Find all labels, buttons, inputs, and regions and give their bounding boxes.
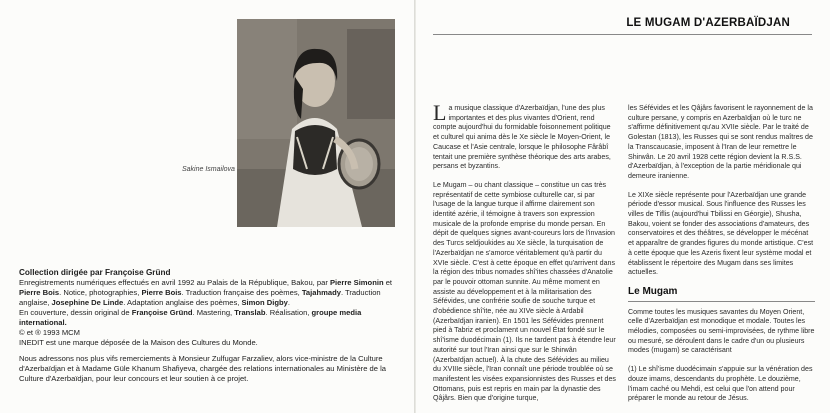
collection-heading: Collection dirigée par Françoise Gründ bbox=[19, 268, 171, 277]
trademark-line: INEDIT est une marque déposée de la Maison des Cultures du Monde. bbox=[19, 338, 258, 347]
nineteenth-century-paragraph: Le XIXe siècle représente pour l'Azerbaïdjan une grande période d'essor musical. Sous l'influence des Russes les villes de Tiflis (aujourd'hui Tbilissi en Géorgie), Shusha, Bakou, voient se fonder des associations d'amateurs, des conservatoires et des théâtres, se développer le mécénat et apparaître de grandes figures du monde artistique. C'est à cette époque que les Azeris fixent leur système modal et établissent le répertoire des Mugam dans ses limites actuelles. bbox=[628, 190, 814, 277]
photo-caption: Sakine Ismailova bbox=[182, 166, 235, 173]
cover-credits: En couverture, dessin original de Françoise Gründ. Mastering, Translab. Réalisation, groupe media international. bbox=[19, 308, 362, 327]
text-column-2 bbox=[628, 104, 815, 409]
credits-text: Enregistrements numériques effectués en avril 1992 au Palais de la République, Bakou, par Pierre Simonin et Pierre Bois. Notice, photographies, Pierre Bois. Traduction française des poèmes, Tajahmady. Traduction anglaise, Josephine De Linde. Adaptation anglaise des poèmes, Simon Digby. bbox=[19, 278, 393, 307]
history-paragraph: les Séfévides et les Qâjârs favorisent le rayonnement de la culture persane, y compris en Azerbaïdjan où le turc ne s'affirme définitivement qu'au XVIIe siècle. Par le traité de Golestan (1813), les Russes qui se sont rendus maîtres de la Transcaucasie, imposent à l'Iran de leur remettre le Shirwân. Le 20 avril 1928 cette région devient la R.S.S. d'Azerbaïdjan, à l'exception de la partie méridionale qui demeure iranienne. bbox=[628, 104, 813, 180]
text-column-1 bbox=[433, 104, 618, 409]
drop-cap: L bbox=[433, 104, 447, 125]
left-page bbox=[0, 0, 414, 413]
intro-paragraph: La musique classique d'Azerbaïdjan, l'une des plus importantes et des plus vivantes d'Orient, rend compte aujourd'hui du formidable foisonnement politique et culturel qui anima dès le Xe siècle le Moyen-Orient, le Caucase et l'Asie centrale, lorsque le philosophe Fârâbî tentait une première synthèse théorique des arts arabes, persans et byzantins. bbox=[433, 104, 611, 171]
modal-paragraph: Comme toutes les musiques savantes du Moyen Orient, celle d'Azerbaïdjan est monodique et modale. Toutes les mélodies, composées ou semi-improvisées, de rythme libre ou mesuré, se déroulent dans le cadre d'un ou plusieurs modes (mugam) se caractérisant bbox=[628, 307, 815, 355]
portrait-photo bbox=[237, 19, 395, 227]
section-divider bbox=[628, 301, 815, 302]
title-divider bbox=[433, 34, 812, 35]
page-title: LE MUGAM D'AZERBAÏDJAN bbox=[626, 17, 790, 29]
footnote: (1) Le shî'isme duodécimain s'appuie sur la vénération des douze imams, descendants du prophète. Le douzième, l'imam caché ou Mehdi, est celui que l'on attend pour préparer le monde au retour de Jésus. bbox=[628, 365, 813, 403]
section-heading-mugam: Le Mugam bbox=[628, 285, 678, 297]
credits-block bbox=[19, 268, 401, 348]
mugam-paragraph: Le Mugam – ou chant classique – constitue un cas très représentatif de cette symbiose culturelle car, si par l'usage de la langue turque il affirme clairement son identité azérie, il témoigne à travers son expression musicale de la profonde emprise du monde persan. En dépit de quelques signes avant-coureurs lors de l'invasion des Turcs seldjoukides au Xe siècle, la turquisation de l'Azerbaïdjan ne s'amorce véritablement qu'à partir du XVIe siècle. C'est à cette époque en effet qu'arrivent dans la région des tribus nomades shî'ites chassées d'Anatolie par le pouvoir ottoman sunnite. Au même moment en assiste au développement et à la militarisation des Séfévides, une confrérie soufie de souche turque et d'obédience shî'ite, née au XIVe siècle à Ardabil (Azerbaïdjan iranien). En 1501 les Séfévides prennent pied à Tabriz et proclament un nouvel État fondé sur le shî'isme duodécimain (1). Ils ne tardent pas à étendre leur autorité sur tout l'Iran ainsi que sur le Shirwân (Azerbaïdjan actuel). À la chute des Séfévides au milieu du XVIIIe siècle, l'Iran connaît une période troublée où se manifestent les visées expansionnistes des Russes et des Ottomans, puis est repris en main par la dynastie des Qâjârs. Bien que d'origine turque, bbox=[433, 180, 616, 403]
acknowledgements: Nous adressons nos plus vifs remerciements à Monsieur Zulfugar Farzaliev, alors vice-ministre de la Culture d'Azerbaïdjan et à Madame Güle Khanum Shafiyeva, chargée des relations internationales au Ministère de la Culture d'Azerbaïdjan, pour leur concours et leur soutien à ce projet. bbox=[19, 354, 387, 383]
copyright-line: © et ® 1993 MCM bbox=[19, 328, 80, 337]
right-page bbox=[416, 0, 830, 413]
portrait-illustration bbox=[237, 19, 395, 227]
